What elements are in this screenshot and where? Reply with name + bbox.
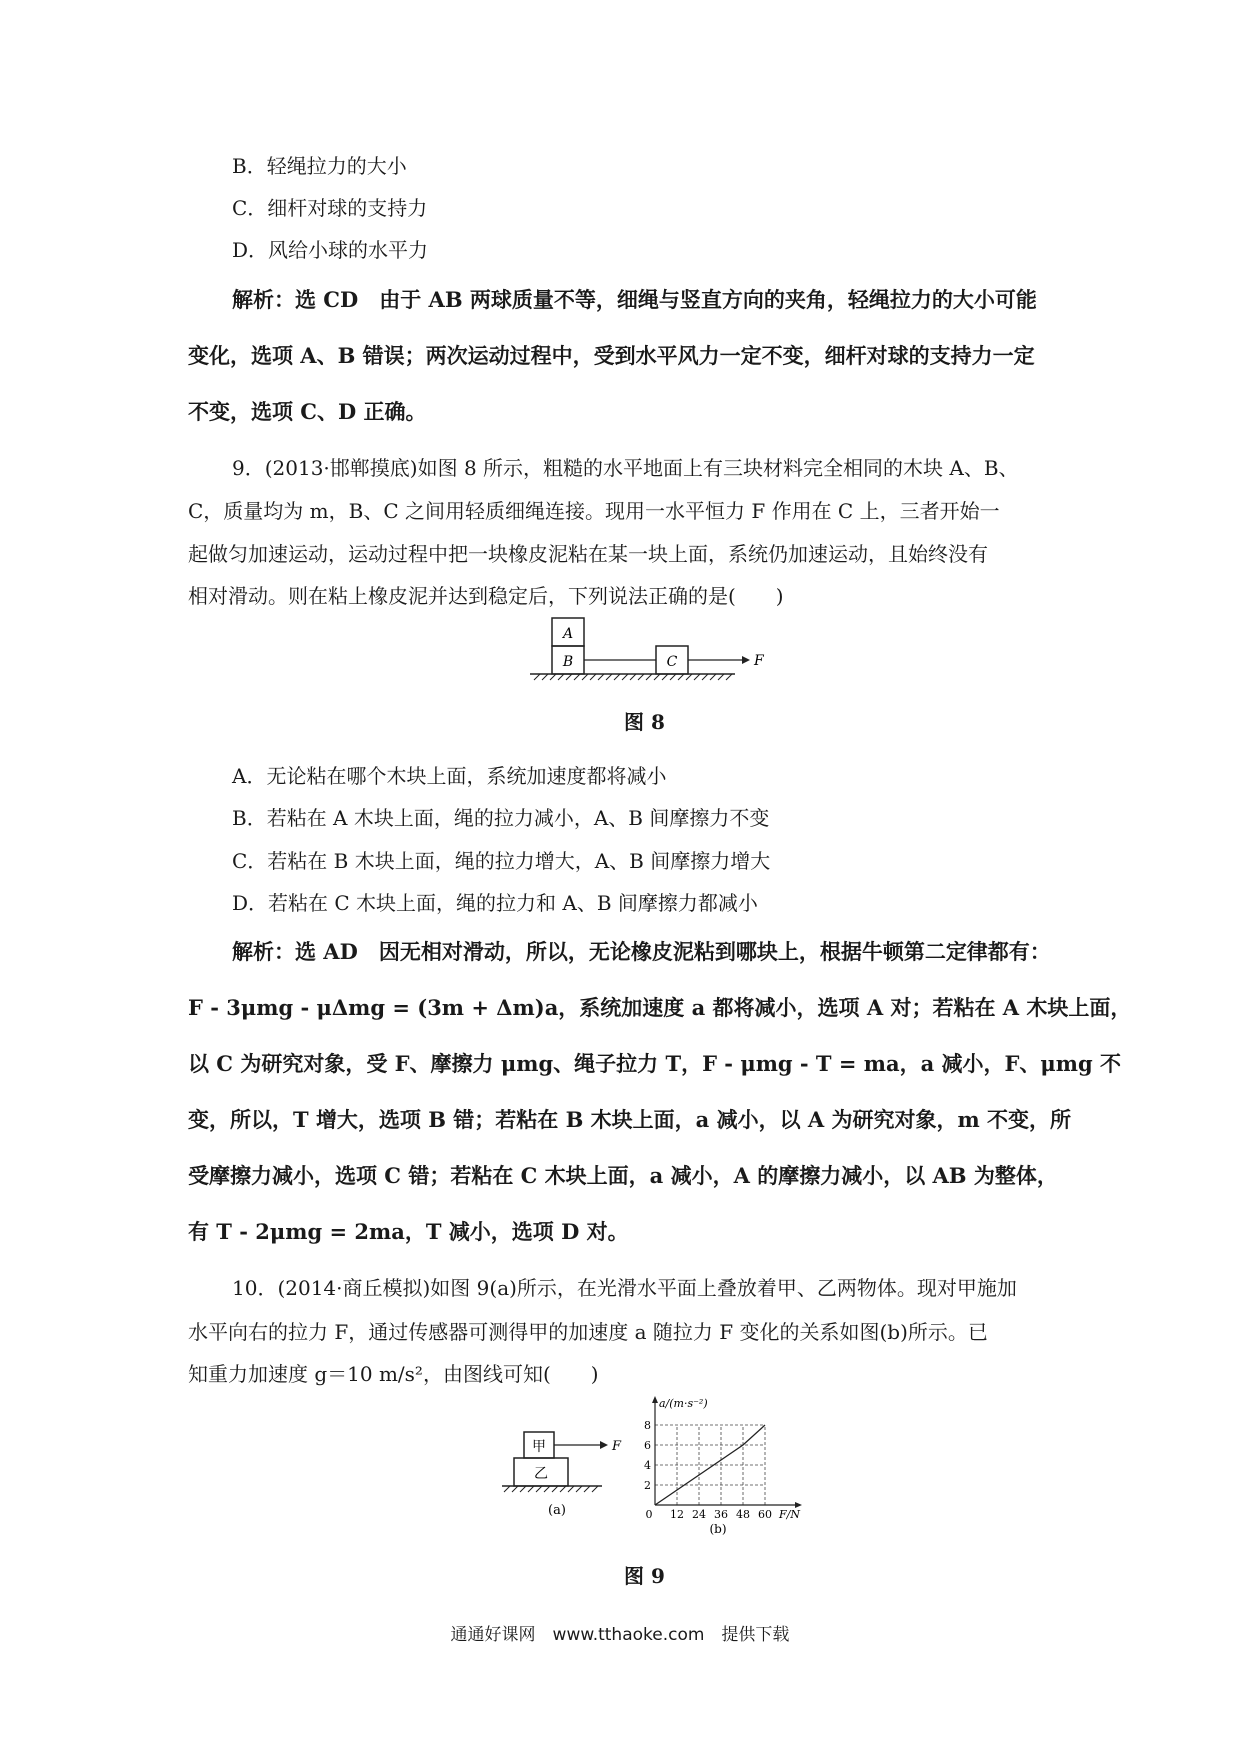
label-force-9a: F bbox=[612, 1439, 622, 1454]
ground-hatch bbox=[534, 674, 732, 680]
label-jia: 甲 bbox=[532, 1439, 546, 1455]
sublabel-a: (a) bbox=[548, 1503, 566, 1518]
x-tick-label: 12 bbox=[670, 1508, 684, 1521]
figure-8-caption: 图 8 bbox=[624, 710, 665, 734]
label-c: C bbox=[666, 654, 678, 670]
label-a: A bbox=[562, 626, 574, 642]
q9-stem-line-4: 相对滑动。则在粘上橡皮泥并达到稳定后，下列说法正确的是( ) bbox=[188, 584, 784, 608]
force-arrowhead-9a bbox=[600, 1441, 608, 1449]
figure-9-caption: 图 9 bbox=[624, 1564, 665, 1588]
q8-analysis-line-2: 变化，选项 A、B 错误；两次运动过程中，受到水平风力一定不变，细杆对球的支持力一定 bbox=[188, 343, 1035, 368]
figure-8 bbox=[520, 610, 764, 680]
y-tick-label: 8 bbox=[644, 1419, 651, 1432]
x-tick-label: 24 bbox=[692, 1508, 706, 1521]
q9-analysis-line-1: 解析：选 AD 因无相对滑动，所以，无论橡皮泥粘到哪块上，根据牛顿第二定律都有： bbox=[232, 939, 1051, 964]
y-tick-label: 6 bbox=[644, 1439, 651, 1452]
q9-stem-line-1: 9．(2013·邯郸摸底)如图 8 所示，粗糙的水平地面上有三块材料完全相同的木块 A、B、 bbox=[232, 456, 1019, 480]
q9-analysis-line-4: 变，所以，T 增大，选项 B 错；若粘在 B 木块上面，a 减小，以 A 为研究对象，m 不变，所 bbox=[188, 1107, 1072, 1132]
label-f: F bbox=[754, 653, 764, 669]
q10-stem-line-1: 10．(2014·商丘模拟)如图 9(a)所示，在光滑水平面上叠放着甲、乙两物体。现对甲施加 bbox=[232, 1276, 1017, 1300]
label-yi: 乙 bbox=[534, 1466, 548, 1482]
x-tick-label: 60 bbox=[758, 1508, 772, 1521]
y-axis-label: a/(m·s⁻²) bbox=[659, 1397, 708, 1410]
q8-analysis-line-3: 不变，选项 C、D 正确。 bbox=[188, 399, 427, 424]
q10-stem-line-2: 水平向右的拉力 F，通过传感器可测得甲的加速度 a 随拉力 F 变化的关系如图(b)所示。已 bbox=[188, 1320, 988, 1344]
x-tick-label: 48 bbox=[736, 1508, 750, 1521]
q8-option-b: B．轻绳拉力的大小 bbox=[232, 154, 407, 178]
q8-option-c: C．细杆对球的支持力 bbox=[232, 196, 428, 220]
ground-hatch-9a bbox=[504, 1486, 598, 1492]
x-tick-label: 0 bbox=[645, 1508, 653, 1521]
figure-9a bbox=[500, 1420, 630, 1520]
q9-stem-line-3: 起做匀加速运动，运动过程中把一块橡皮泥粘在某一块上面，系统仍加速运动，且始终没有 bbox=[188, 542, 988, 566]
q9-option-d: D．若粘在 C 木块上面，绳的拉力和 A、B 间摩擦力都减小 bbox=[232, 891, 758, 915]
q9-option-b: B．若粘在 A 木块上面，绳的拉力减小，A、B 间摩擦力不变 bbox=[232, 806, 770, 830]
footer-text: 通通好课网 www.tthaoke.com 提供下载 bbox=[450, 1625, 790, 1645]
chart-sublabel: (b) bbox=[709, 1522, 727, 1536]
q9-analysis-line-3: 以 C 为研究对象，受 F、摩擦力 μmg、绳子拉力 T，F - μmg - T = ma，a 减小，F、μmg 不 bbox=[188, 1051, 1122, 1076]
force-arrowhead bbox=[742, 656, 750, 664]
x-tick-label: 36 bbox=[714, 1508, 728, 1521]
q9-analysis-line-2: F - 3μmg - μΔmg = (3m + Δm)a，系统加速度 a 都将减小，选项 A 对；若粘在 A 木块上面， bbox=[188, 995, 1132, 1020]
x-axis-label: F/N bbox=[779, 1508, 800, 1521]
q8-analysis-line-1: 解析：选 CD 由于 AB 两球质量不等，细绳与竖直方向的夹角，轻绳拉力的大小可能 bbox=[232, 287, 1037, 312]
label-b: B bbox=[562, 654, 574, 670]
q9-analysis-line-5: 受摩擦力减小，选项 C 错；若粘在 C 木块上面，a 减小，A 的摩擦力减小，以 AB 为整体， bbox=[188, 1163, 1058, 1188]
q10-stem-line-3: 知重力加速度 g＝10 m/s²，由图线可知( ) bbox=[188, 1362, 599, 1386]
y-axis-arrow bbox=[652, 1396, 658, 1403]
q8-option-d: D．风给小球的水平力 bbox=[232, 238, 429, 262]
y-tick-label: 2 bbox=[644, 1479, 651, 1492]
y-tick-label: 4 bbox=[644, 1459, 651, 1472]
q9-stem-line-2: C，质量均为 m，B、C 之间用轻质细绳连接。现用一水平恒力 F 作用在 C 上，三者开始一 bbox=[188, 499, 1000, 523]
q9-option-c: C．若粘在 B 木块上面，绳的拉力增大，A、B 间摩擦力增大 bbox=[232, 849, 771, 873]
q9-analysis-line-6: 有 T - 2μmg = 2ma，T 减小，选项 D 对。 bbox=[188, 1219, 629, 1244]
q9-option-a: A．无论粘在哪个木块上面，系统加速度都将减小 bbox=[232, 764, 667, 788]
figure-9b-chart bbox=[625, 1385, 805, 1535]
